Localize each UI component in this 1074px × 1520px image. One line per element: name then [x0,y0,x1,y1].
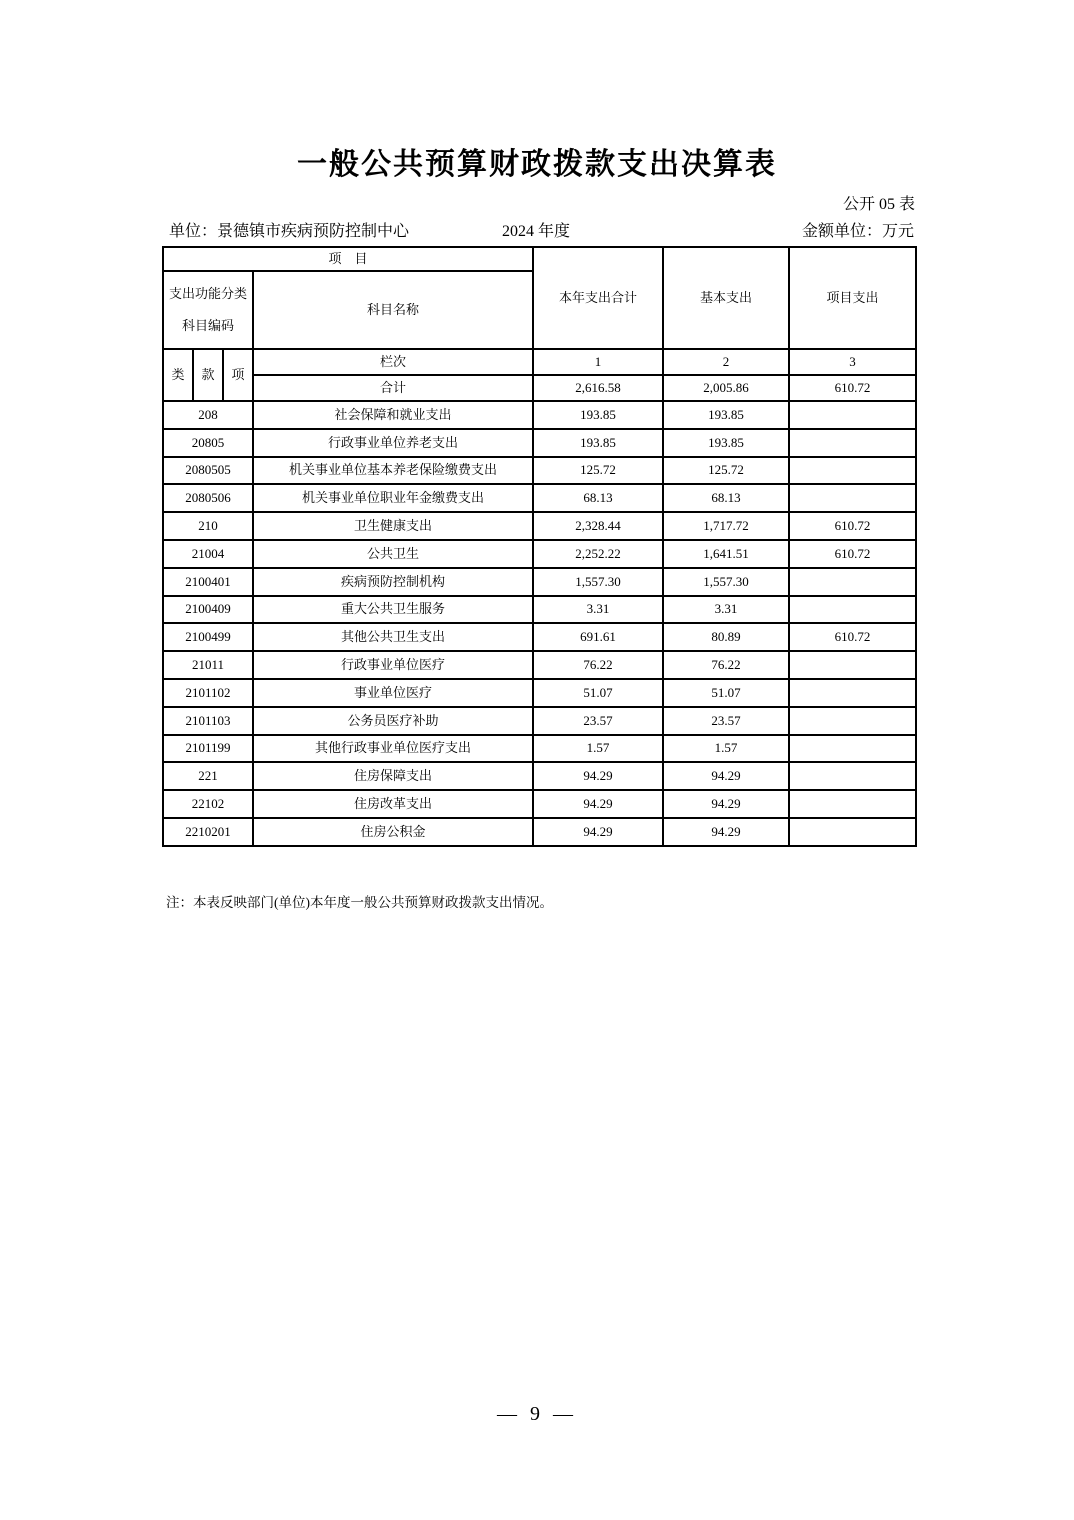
grand-total-basic-amount: 2,005.86 [663,375,789,401]
sub-header-section: 款 [193,349,223,401]
subject-name-cell: 住房改革支出 [253,790,533,818]
project-amount-cell [789,596,916,624]
table-row [163,429,916,457]
subject-name-cell: 行政事业单位医疗 [253,651,533,679]
grand-total-amount: 2,616.58 [533,375,663,401]
function-code-header [163,271,253,349]
function-code-header-line2: 科目编码 [181,318,234,333]
code-cell: 221 [163,762,253,790]
column-number-3: 3 [789,349,916,375]
project-amount-cell [789,818,916,846]
subject-name-cell: 公务员医疗补助 [253,707,533,735]
total-amount-cell: 691.61 [533,623,663,651]
basic-amount-cell: 51.07 [663,679,789,707]
table-row [163,623,916,651]
column-number-2: 2 [663,349,789,375]
total-amount-cell: 2,252.22 [533,540,663,568]
table-row [163,651,916,679]
total-amount-cell: 68.13 [533,484,663,512]
basic-amount-cell: 68.13 [663,484,789,512]
project-amount-cell: 610.72 [789,623,916,651]
code-cell: 21004 [163,540,253,568]
page-title: 一般公共预算财政拨款支出决算表 [297,148,777,181]
basic-amount-cell: 193.85 [663,429,789,457]
table-row [163,457,916,485]
table-meta-line [162,218,915,240]
page-number: — 9 — [497,1403,577,1425]
total-amount-cell: 94.29 [533,762,663,790]
subject-name-cell: 其他公共卫生支出 [253,623,533,651]
table-row [163,818,916,846]
total-amount-cell: 2,328.44 [533,512,663,540]
total-amount-cell: 193.85 [533,429,663,457]
code-cell: 210 [163,512,253,540]
budget-expenditure-table [162,246,917,847]
total-amount-cell: 51.07 [533,679,663,707]
code-cell: 2080506 [163,484,253,512]
table-row [163,762,916,790]
total-amount-cell: 23.57 [533,707,663,735]
code-cell: 21011 [163,651,253,679]
table-row [163,512,916,540]
header-row-column-numbers [163,349,916,375]
lanci-label: 栏次 [253,349,533,375]
header-row-project [163,247,916,271]
code-cell: 2101103 [163,707,253,735]
project-amount-cell [789,707,916,735]
subject-name-cell: 疾病预防控制机构 [253,568,533,596]
subject-name-cell: 其他行政事业单位医疗支出 [253,735,533,763]
project-amount-cell [789,679,916,707]
table-footnote: 注：本表反映部门(单位)本年度一般公共预算财政拨款支出情况。 [166,895,553,910]
total-amount-cell: 125.72 [533,457,663,485]
table-row [163,540,916,568]
table-row [163,568,916,596]
project-amount-cell [789,568,916,596]
basic-amount-cell: 23.57 [663,707,789,735]
total-amount-cell: 3.31 [533,596,663,624]
basic-amount-cell: 76.22 [663,651,789,679]
subject-name-cell: 机关事业单位基本养老保险缴费支出 [253,457,533,485]
subject-name-cell: 住房公积金 [253,818,533,846]
table-row [163,484,916,512]
project-group-header: 项 目 [163,247,533,271]
code-cell: 2101199 [163,735,253,763]
code-cell: 2080505 [163,457,253,485]
unit-label: 单位：景德镇市疾病预防控制中心 [169,223,410,240]
project-amount-cell [789,651,916,679]
project-amount-cell: 610.72 [789,540,916,568]
project-amount-cell [789,484,916,512]
basic-amount-cell: 1,641.51 [663,540,789,568]
basic-amount-cell: 3.31 [663,596,789,624]
code-cell: 2101102 [163,679,253,707]
table-row [163,735,916,763]
basic-amount-cell: 94.29 [663,790,789,818]
subject-name-cell: 机关事业单位职业年金缴费支出 [253,484,533,512]
subject-name-header: 科目名称 [253,271,533,349]
sub-header-class: 类 [163,349,193,401]
subject-name-cell: 重大公共卫生服务 [253,596,533,624]
subject-name-cell: 公共卫生 [253,540,533,568]
grand-total-project-amount: 610.72 [789,375,916,401]
basic-amount-cell: 94.29 [663,762,789,790]
project-amount-cell: 610.72 [789,512,916,540]
table-row [163,790,916,818]
subject-name-cell: 卫生健康支出 [253,512,533,540]
column-header-basic: 基本支出 [663,247,789,349]
project-amount-cell [789,762,916,790]
total-amount-cell: 193.85 [533,401,663,429]
project-amount-cell [789,790,916,818]
fiscal-year-label: 2024 年度 [502,223,571,240]
subject-name-cell: 住房保障支出 [253,762,533,790]
total-amount-cell: 94.29 [533,818,663,846]
table-row [163,596,916,624]
code-cell: 22102 [163,790,253,818]
subject-name-cell: 行政事业单位养老支出 [253,429,533,457]
basic-amount-cell: 1.57 [663,735,789,763]
total-amount-cell: 76.22 [533,651,663,679]
project-amount-cell [789,401,916,429]
code-cell: 2210201 [163,818,253,846]
column-number-1: 1 [533,349,663,375]
code-cell: 208 [163,401,253,429]
basic-amount-cell: 193.85 [663,401,789,429]
column-header-total: 本年支出合计 [533,247,663,349]
table-row [163,707,916,735]
total-amount-cell: 94.29 [533,790,663,818]
grand-total-row [163,375,916,401]
basic-amount-cell: 1,717.72 [663,512,789,540]
basic-amount-cell: 1,557.30 [663,568,789,596]
function-code-header-line1: 支出功能分类 [168,285,247,301]
sub-header-item: 项 [223,349,253,401]
basic-amount-cell: 94.29 [663,818,789,846]
column-header-project-expense: 项目支出 [789,247,916,349]
total-amount-cell: 1.57 [533,735,663,763]
table-row [163,679,916,707]
project-amount-cell [789,457,916,485]
code-cell: 2100409 [163,596,253,624]
basic-amount-cell: 80.89 [663,623,789,651]
amount-unit-label: 金额单位：万元 [801,223,914,240]
code-cell: 2100401 [163,568,253,596]
public-table-label: 公开 05 表 [842,196,915,213]
project-amount-cell [789,735,916,763]
grand-total-label: 合计 [253,375,533,401]
code-cell: 20805 [163,429,253,457]
subject-name-cell: 社会保障和就业支出 [253,401,533,429]
project-amount-cell [789,429,916,457]
code-cell: 2100499 [163,623,253,651]
total-amount-cell: 1,557.30 [533,568,663,596]
subject-name-cell: 事业单位医疗 [253,679,533,707]
table-row [163,401,916,429]
basic-amount-cell: 125.72 [663,457,789,485]
